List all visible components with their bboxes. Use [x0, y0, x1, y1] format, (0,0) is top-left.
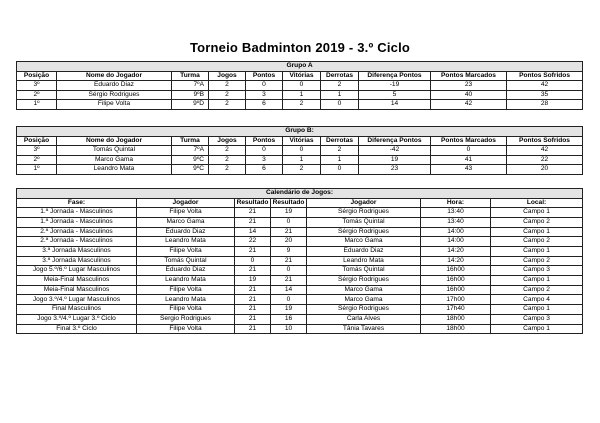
- table-cell: 42: [507, 146, 583, 156]
- calendar-header-row: [17, 198, 583, 208]
- table-cell: 35: [507, 90, 583, 100]
- column-header: Jogos: [209, 136, 246, 146]
- table-cell: 9ºB: [172, 90, 209, 100]
- table-cell: 0: [271, 295, 307, 305]
- table-cell: 2: [321, 146, 359, 156]
- table-cell: 40: [431, 90, 507, 100]
- table-cell: 21: [271, 276, 307, 286]
- table-row: [17, 90, 583, 100]
- table-cell: Carla Alves: [307, 314, 421, 324]
- table-cell: 14:00: [421, 227, 491, 237]
- table-cell: 1.ª Jornada - Masculinos: [17, 217, 137, 227]
- table-cell: 16h00: [421, 285, 491, 295]
- table-cell: Campo 2: [491, 217, 583, 227]
- table-cell: 0: [246, 81, 283, 91]
- table-cell: 21: [235, 217, 271, 227]
- table-cell: 23: [359, 165, 431, 175]
- table-cell: 28: [507, 100, 583, 110]
- column-header: Posição: [17, 71, 57, 81]
- table-cell: 21: [235, 208, 271, 218]
- group-b-title: Grupo B:: [17, 127, 583, 137]
- column-header: Derrotas: [321, 71, 359, 81]
- column-header: Vitórias: [283, 136, 321, 146]
- table-cell: 1º: [17, 100, 57, 110]
- table-cell: 14:20: [421, 247, 491, 257]
- table-cell: Leandro Mata: [57, 165, 172, 175]
- column-header: Derrotas: [321, 136, 359, 146]
- table-cell: 2: [209, 165, 246, 175]
- table-cell: -19: [359, 81, 431, 91]
- column-header: Hora:: [421, 198, 491, 208]
- table-cell: 2: [209, 155, 246, 165]
- column-header: Pontos: [246, 71, 283, 81]
- table-cell: 23: [431, 81, 507, 91]
- table-cell: Marco Gama: [137, 217, 235, 227]
- column-header: Resultado: [271, 198, 307, 208]
- table-cell: Campo 1: [491, 305, 583, 315]
- table-cell: 14: [235, 227, 271, 237]
- group-a-header-row: [17, 71, 583, 81]
- table-cell: 14:20: [421, 256, 491, 266]
- table-cell: Meia-Final Masculinos: [17, 276, 137, 286]
- table-cell: 1: [283, 155, 321, 165]
- table-cell: 43: [431, 165, 507, 175]
- table-cell: 3: [246, 155, 283, 165]
- table-cell: Campo 2: [491, 256, 583, 266]
- table-cell: 2: [283, 100, 321, 110]
- table-row: [17, 100, 583, 110]
- column-header: Diferença Pontos: [359, 71, 431, 81]
- table-cell: 21: [235, 295, 271, 305]
- table-row: [17, 324, 583, 334]
- column-header: Nome do Jogador: [57, 71, 172, 81]
- table-cell: Tânia Tavares: [307, 324, 421, 334]
- table-cell: 2: [209, 81, 246, 91]
- table-cell: 3º: [17, 146, 57, 156]
- table-cell: 14: [271, 285, 307, 295]
- table-cell: 18h00: [421, 314, 491, 324]
- table-cell: 16h00: [421, 266, 491, 276]
- table-cell: Tomás Quintal: [307, 217, 421, 227]
- column-header: Local:: [491, 198, 583, 208]
- table-cell: 6: [246, 100, 283, 110]
- group-a-table: [16, 61, 583, 110]
- table-cell: 21: [271, 227, 307, 237]
- table-cell: Leandro Mata: [307, 256, 421, 266]
- table-row: [17, 247, 583, 257]
- table-cell: 3: [246, 90, 283, 100]
- table-cell: 19: [359, 155, 431, 165]
- table-cell: 2: [209, 90, 246, 100]
- table-cell: Eduardo Diaz: [137, 266, 235, 276]
- table-cell: Final 3.º Ciclo: [17, 324, 137, 334]
- table-cell: Marco Gama: [307, 285, 421, 295]
- table-cell: -42: [359, 146, 431, 156]
- table-cell: Eduardo Diaz: [307, 247, 421, 257]
- page-title: Torneio Badminton 2019 - 3.º Ciclo: [189, 40, 411, 55]
- table-cell: Sérgio Rodrigues: [57, 90, 172, 100]
- table-cell: 2: [209, 100, 246, 110]
- table-cell: Campo 1: [491, 324, 583, 334]
- table-cell: 21: [235, 285, 271, 295]
- table-cell: 9ºC: [172, 165, 209, 175]
- table-cell: Leandro Mata: [137, 295, 235, 305]
- table-cell: 18h00: [421, 324, 491, 334]
- table-cell: 3.ª Jornada Masculinos: [17, 247, 137, 257]
- table-cell: Tomás Quintal: [137, 256, 235, 266]
- table-cell: Filipe Volta: [137, 247, 235, 257]
- column-header: Diferença Pontos: [359, 136, 431, 146]
- table-cell: 21: [235, 305, 271, 315]
- table-cell: 0: [246, 146, 283, 156]
- table-cell: Sérgio Rodrigues: [307, 305, 421, 315]
- table-cell: 14: [359, 100, 431, 110]
- table-cell: 10: [271, 324, 307, 334]
- table-row: [17, 227, 583, 237]
- table-cell: 42: [507, 81, 583, 91]
- table-cell: 1: [321, 155, 359, 165]
- table-cell: Filipe Volta: [137, 305, 235, 315]
- table-cell: Final Masculinos: [17, 305, 137, 315]
- table-cell: 21: [235, 324, 271, 334]
- column-header: Pontos Sofridos: [507, 136, 583, 146]
- group-a-title: Grupo A: [17, 62, 583, 72]
- table-cell: 22: [507, 155, 583, 165]
- calendar-title: Calendário de Jogos:: [17, 189, 583, 199]
- table-cell: Filipe Volta: [137, 208, 235, 218]
- table-cell: 1: [321, 90, 359, 100]
- table-cell: 0: [321, 165, 359, 175]
- table-row: [17, 146, 583, 156]
- table-cell: 20: [271, 237, 307, 247]
- table-cell: Campo 1: [491, 227, 583, 237]
- table-cell: Filipe Volta: [137, 324, 235, 334]
- table-cell: Leandro Mata: [137, 237, 235, 247]
- table-cell: Tomás Quintal: [307, 266, 421, 276]
- table-cell: Jogo 3.º/4.º Lugar Masculinos: [17, 295, 137, 305]
- table-cell: 0: [235, 256, 271, 266]
- table-cell: Campo 2: [491, 237, 583, 247]
- table-cell: Marco Gama: [307, 237, 421, 247]
- table-row: [17, 305, 583, 315]
- table-cell: 21: [235, 266, 271, 276]
- table-cell: 0: [283, 146, 321, 156]
- table-cell: 13:40: [421, 217, 491, 227]
- table-row: [17, 256, 583, 266]
- table-cell: Tomás Quintal: [57, 146, 172, 156]
- column-header: Posição: [17, 136, 57, 146]
- column-header: Resultado: [235, 198, 271, 208]
- table-cell: Sérgio Rodrigues: [307, 208, 421, 218]
- column-header: Nome do Jogador: [57, 136, 172, 146]
- table-cell: 17h00: [421, 295, 491, 305]
- table-cell: 42: [431, 100, 507, 110]
- table-cell: 16: [271, 314, 307, 324]
- table-cell: Campo 1: [491, 208, 583, 218]
- table-cell: 0: [321, 100, 359, 110]
- table-cell: 17h40: [421, 305, 491, 315]
- table-cell: 3.ª Jornada Masculinos: [17, 256, 137, 266]
- table-cell: 6: [246, 165, 283, 175]
- table-cell: 16h00: [421, 276, 491, 286]
- table-cell: Campo 1: [491, 247, 583, 257]
- table-cell: Marco Gama: [57, 155, 172, 165]
- table-cell: 2º: [17, 155, 57, 165]
- table-cell: 13:40: [421, 208, 491, 218]
- table-row: [17, 81, 583, 91]
- table-cell: 20: [507, 165, 583, 175]
- table-cell: 9ºC: [172, 155, 209, 165]
- table-row: [17, 237, 583, 247]
- table-cell: 2: [209, 146, 246, 156]
- table-cell: 3º: [17, 81, 57, 91]
- table-cell: Sérgio Rodrigues: [307, 227, 421, 237]
- table-cell: 2.ª Jornada - Masculinos: [17, 237, 137, 247]
- table-cell: 1.ª Jornada - Masculinos: [17, 208, 137, 218]
- table-cell: Filipe Volta: [57, 100, 172, 110]
- table-cell: Campo 4: [491, 295, 583, 305]
- column-header: Jogos: [209, 71, 246, 81]
- table-row: [17, 155, 583, 165]
- table-cell: 9ºD: [172, 100, 209, 110]
- table-cell: Campo 2: [491, 285, 583, 295]
- table-cell: 5: [359, 90, 431, 100]
- column-header: Turma: [172, 136, 209, 146]
- table-cell: 14:00: [421, 237, 491, 247]
- table-cell: 2.ª Jornada - Masculinos: [17, 227, 137, 237]
- group-b-header-row: [17, 136, 583, 146]
- column-header: Pontos Marcados: [431, 136, 507, 146]
- table-cell: 19: [271, 305, 307, 315]
- column-header: Turma: [172, 71, 209, 81]
- table-row: [17, 217, 583, 227]
- table-cell: 21: [271, 256, 307, 266]
- column-header: Pontos Marcados: [431, 71, 507, 81]
- table-cell: Jogo 5.º/6.º Lugar Masculinos: [17, 266, 137, 276]
- table-cell: 21: [235, 247, 271, 257]
- table-cell: 41: [431, 155, 507, 165]
- table-cell: Campo 1: [491, 276, 583, 286]
- group-b-table: [16, 126, 583, 175]
- table-cell: Sérgio Rodrigues: [307, 276, 421, 286]
- column-header: Pontos: [246, 136, 283, 146]
- column-header: Vitórias: [283, 71, 321, 81]
- table-cell: Marco Gama: [307, 295, 421, 305]
- table-cell: 7ºA: [172, 146, 209, 156]
- calendar-table: [16, 188, 583, 334]
- table-row: [17, 266, 583, 276]
- table-cell: 0: [283, 81, 321, 91]
- column-header: Jogador: [307, 198, 421, 208]
- table-cell: 2º: [17, 90, 57, 100]
- table-cell: 0: [271, 266, 307, 276]
- table-cell: 2: [321, 81, 359, 91]
- table-row: [17, 165, 583, 175]
- table-row: [17, 285, 583, 295]
- table-cell: 0: [431, 146, 507, 156]
- table-cell: 7ºA: [172, 81, 209, 91]
- table-row: [17, 276, 583, 286]
- table-cell: 21: [235, 314, 271, 324]
- table-cell: Eduardo Diaz: [57, 81, 172, 91]
- table-cell: 19: [271, 208, 307, 218]
- column-header: Pontos Sofridos: [507, 71, 583, 81]
- table-cell: Jogo 3.º/4.º Lugar 3.º Ciclo: [17, 314, 137, 324]
- table-cell: 0: [271, 217, 307, 227]
- table-row: [17, 208, 583, 218]
- table-cell: Campo 3: [491, 314, 583, 324]
- table-cell: Sergio Rodrigues: [137, 314, 235, 324]
- table-cell: 22: [235, 237, 271, 247]
- table-cell: 1: [283, 90, 321, 100]
- table-cell: 1º: [17, 165, 57, 175]
- table-row: [17, 295, 583, 305]
- table-cell: Meia-Final Masculinos: [17, 285, 137, 295]
- table-row: [17, 314, 583, 324]
- column-header: Fase:: [17, 198, 137, 208]
- table-cell: 2: [283, 165, 321, 175]
- table-cell: Eduardo Diaz: [137, 227, 235, 237]
- table-cell: Leandro Mata: [137, 276, 235, 286]
- table-cell: 9: [271, 247, 307, 257]
- table-cell: 19: [235, 276, 271, 286]
- table-cell: Filipe Volta: [137, 285, 235, 295]
- column-header: Jogador: [137, 198, 235, 208]
- table-cell: Campo 3: [491, 266, 583, 276]
